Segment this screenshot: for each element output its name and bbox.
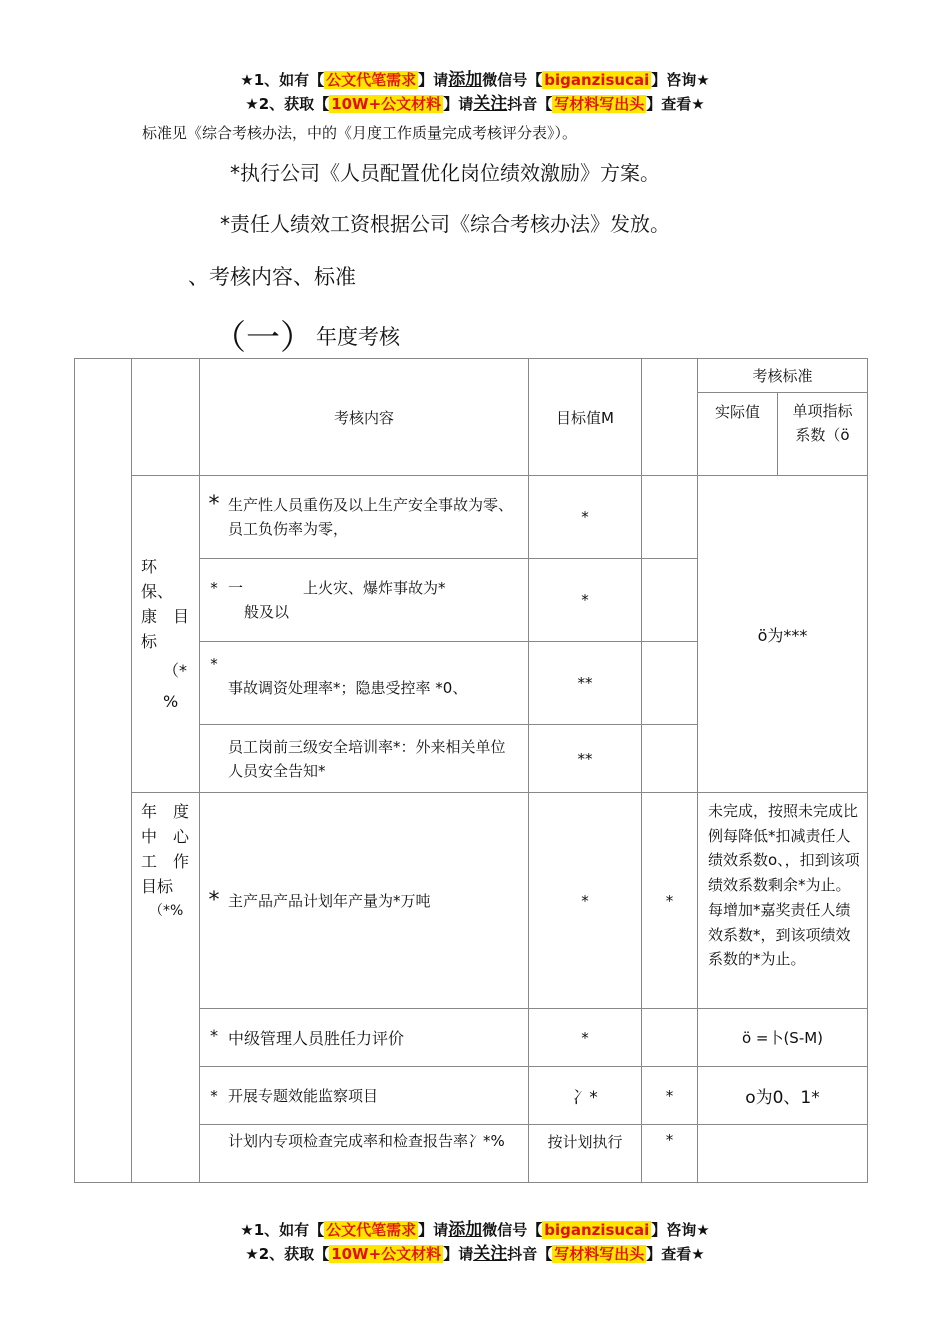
promo-line-1: ★1、如有【 公文代笔需求 】请添加微信号【 biganzisucai 】咨询★: [240, 70, 710, 90]
group2-standard-1: 未完成，按照未完成比例每降低*扣减责任人绩效系数o、，扣到该项绩效系数剩余*为止。每增加*嘉奖责任人绩效系数*，到该项绩效系数的*为止。: [698, 793, 868, 1009]
table-row: * 生产性人员重伤及以上生产安全事故为零、员工负伤率为零，: [200, 476, 529, 559]
promo-banner-bottom: [0, 1218, 950, 1266]
header-target: 目标值M: [529, 359, 642, 476]
table-row: * 中级管理人员胜任力评价: [200, 1009, 529, 1067]
table-row: * 一 上火灾、爆炸事故为* 般及以: [200, 559, 529, 642]
standard-note: 标准见《综合考核办法，中的《月度工作质量完成考核评分表》）。: [142, 124, 578, 142]
promo-line-2: ★2、获取【 10W+公文材料 】请关注抖音【 写材料写出头 】查看★: [245, 94, 705, 114]
assessment-table: 考核内容 目标值M 考核标准 实际值 单项指标系数（ö 环 保、 康 目 标 （* % * 生产性人员重伤及以上生产安全事故为零、员工负伤率为零， * ö为*** * 一 上火灾、爆炸事故为* 般及以 * *事故调资处理率*；隐患受控率 *0、 ** 员工岗前三级安全培训率*：外来相关单位人员安全告知* ** 年 度 中 心 工 作 目标 （*% * 主产品产品计划年产量为*万吨 * * 未完成，按照未完成比例每降低*扣减责任人绩效系数o、，扣到该项绩效系数剩余*为止。每增加*嘉奖责任人绩效系数*，到该项绩效系数的*为止。 * 中级管理人员胜任力评价 * ö =卜(S-M) * 开展专题效能监察项目 冫* * o为0、1* 计划内专项检查完成率和检查报告率冫*% 按计划执行 *: [74, 358, 868, 1183]
table-row: * 开展专题效能监察项目: [200, 1067, 529, 1125]
header-standard: 考核标准: [698, 359, 868, 393]
promo-banner-top: [0, 68, 950, 116]
header-blank-2: [642, 359, 698, 476]
group1-label: 环 保、 康 目 标 （* %: [132, 476, 200, 793]
promo-line-1-bottom: ★1、如有【 公文代笔需求 】请添加微信号【 biganzisucai 】咨询★: [240, 1220, 710, 1240]
header-coef: 单项指标系数（ö: [778, 393, 868, 476]
subsection-title: 年度考核: [316, 325, 400, 349]
subsection-number: （一）: [212, 318, 314, 358]
header-actual: 实际值: [698, 393, 778, 476]
header-blank: [132, 359, 200, 476]
blank-left-column: [75, 359, 132, 1183]
table-row: 计划内专项检查完成率和检查报告率冫*%: [200, 1125, 529, 1183]
table-row: 员工岗前三级安全培训率*：外来相关单位人员安全告知*: [200, 725, 529, 793]
header-content: 考核内容: [200, 359, 529, 476]
group1-standard: ö为***: [698, 476, 868, 793]
table-row: * 主产品产品计划年产量为*万吨: [200, 793, 529, 1009]
section-heading: 、考核内容、标准: [188, 265, 356, 289]
pay-line: *责任人绩效工资根据公司《综合考核办法》发放。: [220, 212, 670, 236]
table-row: *事故调资处理率*；隐患受控率 *0、: [200, 642, 529, 725]
exec-plan-line: *执行公司《人员配置优化岗位绩效激励》方案。: [230, 161, 660, 185]
promo-line-2-bottom: ★2、获取【 10W+公文材料 】请关注抖音【 写材料写出头 】查看★: [245, 1244, 705, 1264]
group2-label: 年 度 中 心 工 作 目标 （*%: [132, 793, 200, 1183]
